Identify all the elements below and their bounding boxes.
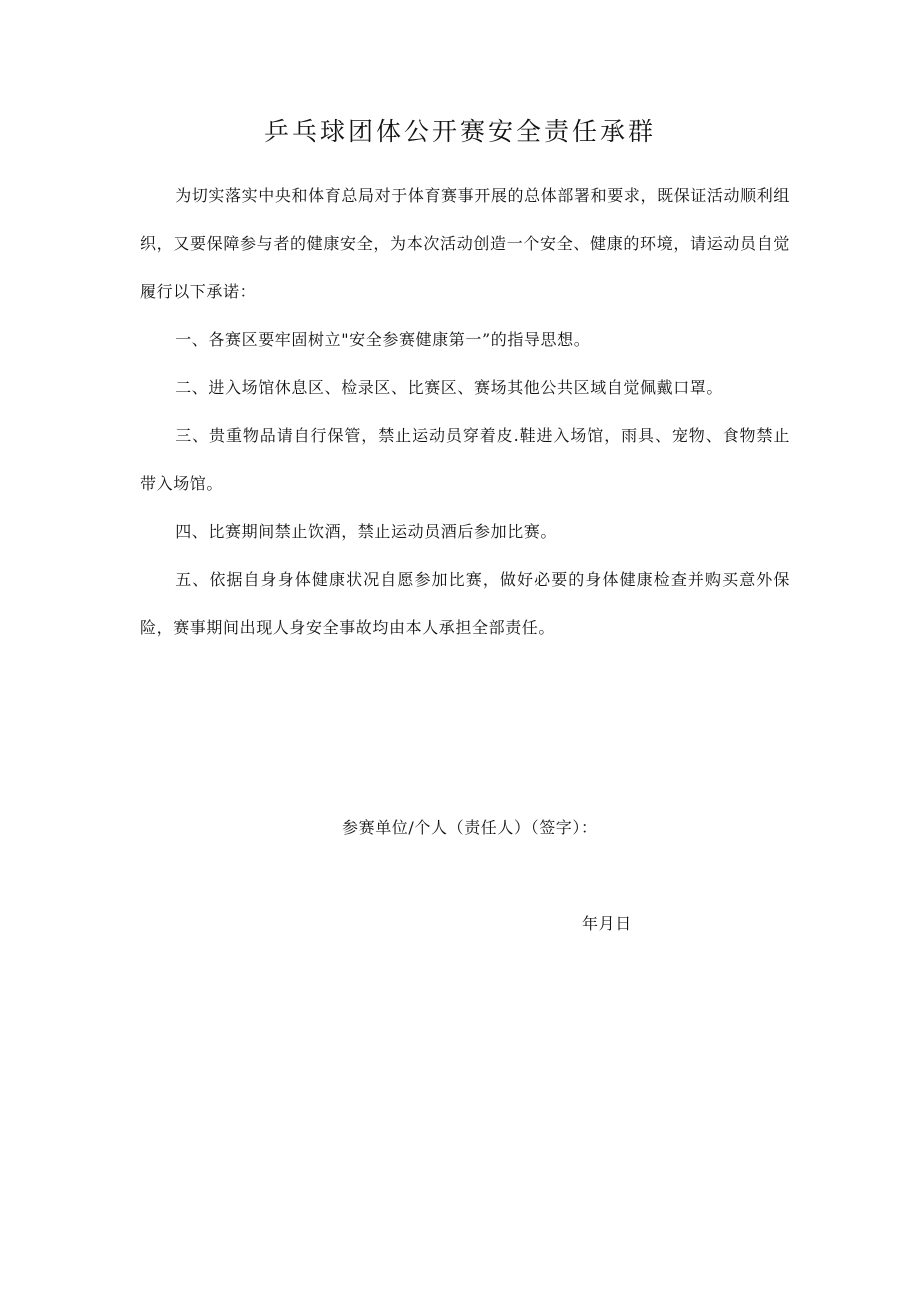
- commitment-item-1: 一、各赛区要牢固树立"安全参赛健康第一”的指导思想。: [175, 330, 591, 349]
- document-body: [140, 172, 790, 652]
- intro-paragraph: 为切实落实中央和体育总局对于体育赛事开展的总体部署和要求，既保证活动顺利组织，又要保障参与者的健康安全，为本次活动创造一个安全、健康的环境，请运动员自觉履行以下承诺：: [140, 186, 790, 301]
- commitment-item-5: 五、依据自身身体健康状况自愿参加比赛，做好必要的身体健康检查并购买意外保险，赛事期间出现人身安全事故均由本人承担全部责任。: [140, 570, 790, 637]
- document-title: 乒乓球团体公开赛安全责任承群: [263, 117, 656, 146]
- signature-line: 参赛单位/个人（责任人）（签字）：: [342, 818, 598, 837]
- date-line: 年月日: [582, 914, 632, 933]
- commitment-item-4: 四、比赛期间禁止饮酒，禁止运动员酒后参加比赛。: [175, 522, 557, 541]
- commitment-item-2: 二、进入场馆休息区、检录区、比赛区、赛场其他公共区域自觉佩戴口罩。: [175, 378, 723, 397]
- commitment-item-3: 三、贵重物品请自行保管，禁止运动员穿着皮.鞋进入场馆，雨具、宠物、食物禁止带入场馆。: [140, 426, 790, 493]
